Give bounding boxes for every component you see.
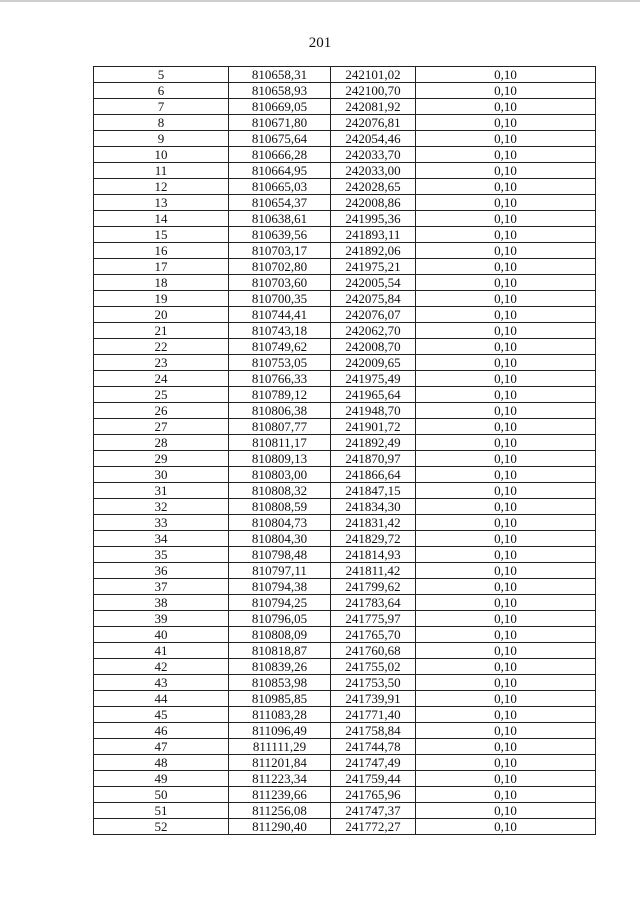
point-number-cell: 39 [94,611,229,627]
accuracy-cell: 0,10 [416,179,596,195]
point-number-cell: 30 [94,467,229,483]
accuracy-cell: 0,10 [416,291,596,307]
accuracy-cell: 0,10 [416,675,596,691]
y-coordinate-cell: 241892,06 [331,243,416,259]
table-row [94,291,596,307]
y-coordinate-cell: 241829,72 [331,531,416,547]
table-row [94,739,596,755]
point-number-cell: 33 [94,515,229,531]
table-row [94,659,596,675]
accuracy-cell: 0,10 [416,323,596,339]
x-coordinate-cell: 810808,59 [229,499,331,515]
x-coordinate-cell: 810794,38 [229,579,331,595]
y-coordinate-cell: 241975,49 [331,371,416,387]
point-number-cell: 34 [94,531,229,547]
table-row [94,675,596,691]
accuracy-cell: 0,10 [416,259,596,275]
table-row [94,179,596,195]
x-coordinate-cell: 810744,41 [229,307,331,323]
x-coordinate-cell: 810639,56 [229,227,331,243]
point-number-cell: 26 [94,403,229,419]
accuracy-cell: 0,10 [416,211,596,227]
x-coordinate-cell: 810839,26 [229,659,331,675]
y-coordinate-cell: 241965,64 [331,387,416,403]
accuracy-cell: 0,10 [416,595,596,611]
accuracy-cell: 0,10 [416,243,596,259]
point-number-cell: 29 [94,451,229,467]
accuracy-cell: 0,10 [416,387,596,403]
table-row [94,355,596,371]
x-coordinate-cell: 810804,73 [229,515,331,531]
point-number-cell: 17 [94,259,229,275]
table-row [94,771,596,787]
table-row [94,595,596,611]
accuracy-cell: 0,10 [416,275,596,291]
point-number-cell: 32 [94,499,229,515]
y-coordinate-cell: 242062,70 [331,323,416,339]
x-coordinate-cell: 810666,28 [229,147,331,163]
table-row [94,403,596,419]
y-coordinate-cell: 241814,93 [331,547,416,563]
point-number-cell: 27 [94,419,229,435]
table-row [94,531,596,547]
table-row [94,131,596,147]
accuracy-cell: 0,10 [416,451,596,467]
accuracy-cell: 0,10 [416,115,596,131]
accuracy-cell: 0,10 [416,163,596,179]
x-coordinate-cell: 810665,03 [229,179,331,195]
table-row [94,467,596,483]
y-coordinate-cell: 242005,54 [331,275,416,291]
y-coordinate-cell: 241759,44 [331,771,416,787]
accuracy-cell: 0,10 [416,659,596,675]
point-number-cell: 18 [94,275,229,291]
y-coordinate-cell: 241765,70 [331,627,416,643]
x-coordinate-cell: 811111,29 [229,739,331,755]
point-number-cell: 35 [94,547,229,563]
y-coordinate-cell: 242033,70 [331,147,416,163]
accuracy-cell: 0,10 [416,579,596,595]
x-coordinate-cell: 810671,80 [229,115,331,131]
point-number-cell: 8 [94,115,229,131]
x-coordinate-cell: 810749,62 [229,339,331,355]
table-row [94,211,596,227]
point-number-cell: 25 [94,387,229,403]
accuracy-cell: 0,10 [416,483,596,499]
x-coordinate-cell: 810806,38 [229,403,331,419]
accuracy-cell: 0,10 [416,627,596,643]
accuracy-cell: 0,10 [416,691,596,707]
point-number-cell: 9 [94,131,229,147]
table-row [94,163,596,179]
x-coordinate-cell: 810703,17 [229,243,331,259]
point-number-cell: 5 [94,67,229,83]
table-row [94,787,596,803]
y-coordinate-cell: 241892,49 [331,435,416,451]
accuracy-cell: 0,10 [416,83,596,99]
x-coordinate-cell: 810669,05 [229,99,331,115]
table-row [94,483,596,499]
x-coordinate-cell: 810797,11 [229,563,331,579]
accuracy-cell: 0,10 [416,467,596,483]
x-coordinate-cell: 811256,08 [229,803,331,819]
point-number-cell: 44 [94,691,229,707]
x-coordinate-cell: 810675,64 [229,131,331,147]
point-number-cell: 50 [94,787,229,803]
accuracy-cell: 0,10 [416,531,596,547]
point-number-cell: 36 [94,563,229,579]
point-number-cell: 11 [94,163,229,179]
x-coordinate-cell: 810658,31 [229,67,331,83]
coordinates-table [93,66,596,835]
y-coordinate-cell: 242054,46 [331,131,416,147]
accuracy-cell: 0,10 [416,195,596,211]
accuracy-cell: 0,10 [416,547,596,563]
table-row [94,387,596,403]
accuracy-cell: 0,10 [416,723,596,739]
table-row [94,99,596,115]
point-number-cell: 19 [94,291,229,307]
page-number: 201 [308,35,332,51]
y-coordinate-cell: 241799,62 [331,579,416,595]
table-row [94,195,596,211]
x-coordinate-cell: 810664,95 [229,163,331,179]
table-row [94,419,596,435]
point-number-cell: 15 [94,227,229,243]
point-number-cell: 10 [94,147,229,163]
table-row [94,579,596,595]
x-coordinate-cell: 811096,49 [229,723,331,739]
table-row [94,707,596,723]
point-number-cell: 12 [94,179,229,195]
x-coordinate-cell: 810804,30 [229,531,331,547]
x-coordinate-cell: 810794,25 [229,595,331,611]
x-coordinate-cell: 810796,05 [229,611,331,627]
accuracy-cell: 0,10 [416,371,596,387]
accuracy-cell: 0,10 [416,67,596,83]
accuracy-cell: 0,10 [416,307,596,323]
point-number-cell: 28 [94,435,229,451]
point-number-cell: 52 [94,819,229,835]
x-coordinate-cell: 810808,09 [229,627,331,643]
table-row [94,339,596,355]
y-coordinate-cell: 241765,96 [331,787,416,803]
x-coordinate-cell: 810803,00 [229,467,331,483]
accuracy-cell: 0,10 [416,147,596,163]
table-row [94,451,596,467]
table-row [94,499,596,515]
x-coordinate-cell: 810818,87 [229,643,331,659]
accuracy-cell: 0,10 [416,99,596,115]
accuracy-cell: 0,10 [416,771,596,787]
accuracy-cell: 0,10 [416,403,596,419]
point-number-cell: 7 [94,99,229,115]
y-coordinate-cell: 241975,21 [331,259,416,275]
accuracy-cell: 0,10 [416,419,596,435]
y-coordinate-cell: 241783,64 [331,595,416,611]
y-coordinate-cell: 241866,64 [331,467,416,483]
x-coordinate-cell: 810798,48 [229,547,331,563]
y-coordinate-cell: 241834,30 [331,499,416,515]
y-coordinate-cell: 241948,70 [331,403,416,419]
point-number-cell: 21 [94,323,229,339]
table-row [94,819,596,835]
x-coordinate-cell: 810753,05 [229,355,331,371]
point-number-cell: 14 [94,211,229,227]
point-number-cell: 38 [94,595,229,611]
x-coordinate-cell: 811083,28 [229,707,331,723]
x-coordinate-cell: 811201,84 [229,755,331,771]
accuracy-cell: 0,10 [416,563,596,579]
x-coordinate-cell: 810638,61 [229,211,331,227]
accuracy-cell: 0,10 [416,435,596,451]
x-coordinate-cell: 811239,66 [229,787,331,803]
x-coordinate-cell: 810985,85 [229,691,331,707]
y-coordinate-cell: 241747,37 [331,803,416,819]
y-coordinate-cell: 242076,81 [331,115,416,131]
y-coordinate-cell: 241747,49 [331,755,416,771]
y-coordinate-cell: 241744,78 [331,739,416,755]
y-coordinate-cell: 242033,00 [331,163,416,179]
y-coordinate-cell: 242009,65 [331,355,416,371]
table-row [94,515,596,531]
x-coordinate-cell: 810789,12 [229,387,331,403]
y-coordinate-cell: 241755,02 [331,659,416,675]
y-coordinate-cell: 242008,70 [331,339,416,355]
table-row [94,323,596,339]
top-rule [0,0,640,2]
accuracy-cell: 0,10 [416,787,596,803]
y-coordinate-cell: 241811,42 [331,563,416,579]
y-coordinate-cell: 241893,11 [331,227,416,243]
accuracy-cell: 0,10 [416,803,596,819]
y-coordinate-cell: 242008,86 [331,195,416,211]
accuracy-cell: 0,10 [416,227,596,243]
x-coordinate-cell: 810703,60 [229,275,331,291]
y-coordinate-cell: 242075,84 [331,291,416,307]
accuracy-cell: 0,10 [416,355,596,371]
point-number-cell: 22 [94,339,229,355]
y-coordinate-cell: 241772,27 [331,819,416,835]
x-coordinate-cell: 810809,13 [229,451,331,467]
table-row [94,243,596,259]
x-coordinate-cell: 810700,35 [229,291,331,307]
accuracy-cell: 0,10 [416,739,596,755]
point-number-cell: 46 [94,723,229,739]
table-row [94,67,596,83]
point-number-cell: 47 [94,739,229,755]
x-coordinate-cell: 811223,34 [229,771,331,787]
x-coordinate-cell: 810807,77 [229,419,331,435]
table-row [94,643,596,659]
point-number-cell: 43 [94,675,229,691]
x-coordinate-cell: 811290,40 [229,819,331,835]
table-row [94,723,596,739]
y-coordinate-cell: 241847,15 [331,483,416,499]
accuracy-cell: 0,10 [416,819,596,835]
y-coordinate-cell: 241870,97 [331,451,416,467]
y-coordinate-cell: 242100,70 [331,83,416,99]
point-number-cell: 51 [94,803,229,819]
point-number-cell: 49 [94,771,229,787]
table-row [94,435,596,451]
point-number-cell: 31 [94,483,229,499]
table-row [94,259,596,275]
y-coordinate-cell: 242101,02 [331,67,416,83]
x-coordinate-cell: 810853,98 [229,675,331,691]
point-number-cell: 13 [94,195,229,211]
x-coordinate-cell: 810743,18 [229,323,331,339]
accuracy-cell: 0,10 [416,707,596,723]
table-row [94,803,596,819]
table-row [94,115,596,131]
table-row [94,563,596,579]
accuracy-cell: 0,10 [416,643,596,659]
coordinates-table-body [94,67,596,835]
y-coordinate-cell: 241831,42 [331,515,416,531]
table-row [94,755,596,771]
point-number-cell: 37 [94,579,229,595]
accuracy-cell: 0,10 [416,755,596,771]
x-coordinate-cell: 810658,93 [229,83,331,99]
y-coordinate-cell: 241775,97 [331,611,416,627]
accuracy-cell: 0,10 [416,131,596,147]
x-coordinate-cell: 810766,33 [229,371,331,387]
point-number-cell: 16 [94,243,229,259]
y-coordinate-cell: 242081,92 [331,99,416,115]
point-number-cell: 40 [94,627,229,643]
y-coordinate-cell: 241739,91 [331,691,416,707]
y-coordinate-cell: 241760,68 [331,643,416,659]
y-coordinate-cell: 242028,65 [331,179,416,195]
table-row [94,371,596,387]
y-coordinate-cell: 242076,07 [331,307,416,323]
x-coordinate-cell: 810702,80 [229,259,331,275]
accuracy-cell: 0,10 [416,611,596,627]
y-coordinate-cell: 241753,50 [331,675,416,691]
x-coordinate-cell: 810808,32 [229,483,331,499]
point-number-cell: 41 [94,643,229,659]
x-coordinate-cell: 810811,17 [229,435,331,451]
table-row [94,691,596,707]
point-number-cell: 23 [94,355,229,371]
y-coordinate-cell: 241995,36 [331,211,416,227]
table-row [94,611,596,627]
accuracy-cell: 0,10 [416,339,596,355]
point-number-cell: 45 [94,707,229,723]
table-row [94,147,596,163]
point-number-cell: 24 [94,371,229,387]
point-number-cell: 6 [94,83,229,99]
y-coordinate-cell: 241758,84 [331,723,416,739]
point-number-cell: 42 [94,659,229,675]
table-row [94,83,596,99]
table-row [94,627,596,643]
table-row [94,227,596,243]
y-coordinate-cell: 241771,40 [331,707,416,723]
table-row [94,307,596,323]
y-coordinate-cell: 241901,72 [331,419,416,435]
table-row [94,275,596,291]
point-number-cell: 20 [94,307,229,323]
x-coordinate-cell: 810654,37 [229,195,331,211]
table-row [94,547,596,563]
point-number-cell: 48 [94,755,229,771]
accuracy-cell: 0,10 [416,499,596,515]
accuracy-cell: 0,10 [416,515,596,531]
